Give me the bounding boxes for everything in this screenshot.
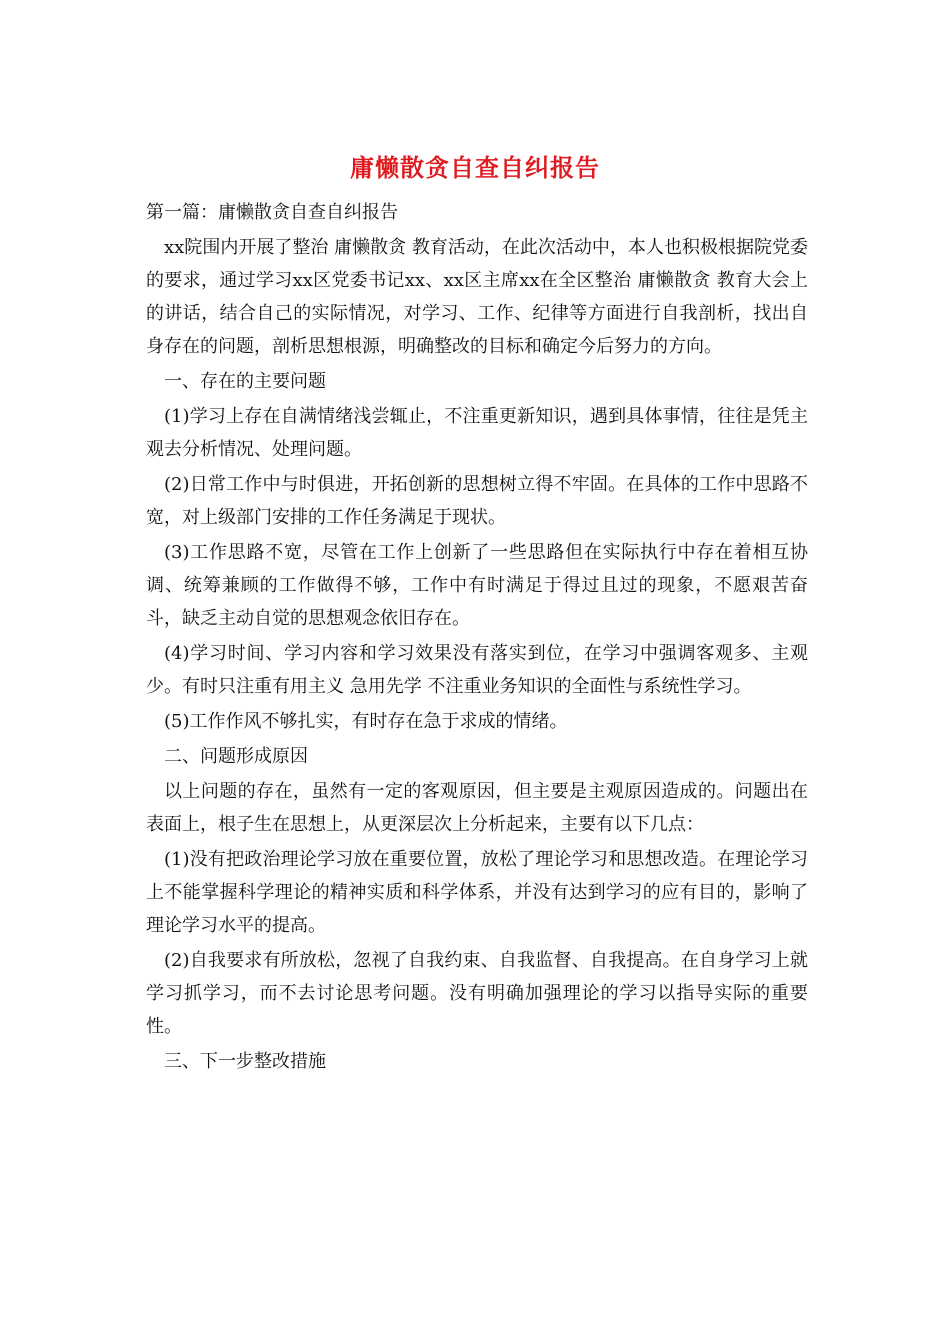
section-heading-causes: 二、问题形成原因: [164, 746, 308, 767]
paragraph-intro: xx院围内开展了整治 庸懒散贪 教育活动，在此次活动中，本人也积极根据院党委的要求，通过学习xx区党委书记xx、xx区主席xx在全区整治 庸懒散贪 教育大会上的讲话，结合自己的实际情况，对学习、工作、纪律等方面进行自我剖析，找出自身存在的问题，剖析思想根源，明确整改的目标和确定今后努力的方向。: [146, 237, 808, 357]
list-item-problem-1: (1)学习上存在自满情绪浅尝辄止，不注重更新知识，遇到具体事情，往往是凭主观去分析情况、处理问题。: [146, 406, 808, 460]
list-item-problem-5: (5)工作作风不够扎实，有时存在急于求成的情绪。: [164, 711, 568, 732]
list-item-problem-3: (3)工作思路不宽，尽管在工作上创新了一些思路但在实际执行中存在着相互协调、统筹兼顾的工作做得不够，工作中有时满足于得过且过的现象，不愿艰苦奋斗，缺乏主动自觉的思想观念依旧存在。: [146, 542, 808, 629]
section-heading-next-steps: 三、下一步整改措施: [164, 1051, 326, 1072]
paragraph-causes-intro: 以上问题的存在，虽然有一定的客观原因，但主要是主观原因造成的。问题出在表面上，根子生在思想上，从更深层次上分析起来，主要有以下几点：: [146, 781, 808, 835]
section-heading-main-problems: 一、存在的主要问题: [164, 371, 326, 392]
document-body: [146, 196, 808, 1078]
document-subtitle: 第一篇：庸懒散贪自查自纠报告: [146, 202, 398, 223]
list-item-problem-2: (2)日常工作中与时俱进，开拓创新的思想树立得不牢固。在具体的工作中思路不宽，对上级部门安排的工作任务满足于现状。: [146, 474, 808, 528]
list-item-cause-2: (2)自我要求有所放松，忽视了自我约束、自我监督、自我提高。在自身学习上就学习抓学习，而不去讨论思考问题。没有明确加强理论的学习以指导实际的重要性。: [146, 950, 808, 1037]
document-title: 庸懒散贪自查自纠报告: [350, 154, 600, 182]
list-item-cause-1: (1)没有把政治理论学习放在重要位置，放松了理论学习和思想改造。在理论学习上不能掌握科学理论的精神实质和科学体系，并没有达到学习的应有目的，影响了理论学习水平的提高。: [146, 849, 808, 936]
list-item-problem-4: (4)学习时间、学习内容和学习效果没有落实到位，在学习中强调客观多、主观少。有时只注重有用主义 急用先学 不注重业务知识的全面性与系统性学习。: [146, 643, 808, 697]
